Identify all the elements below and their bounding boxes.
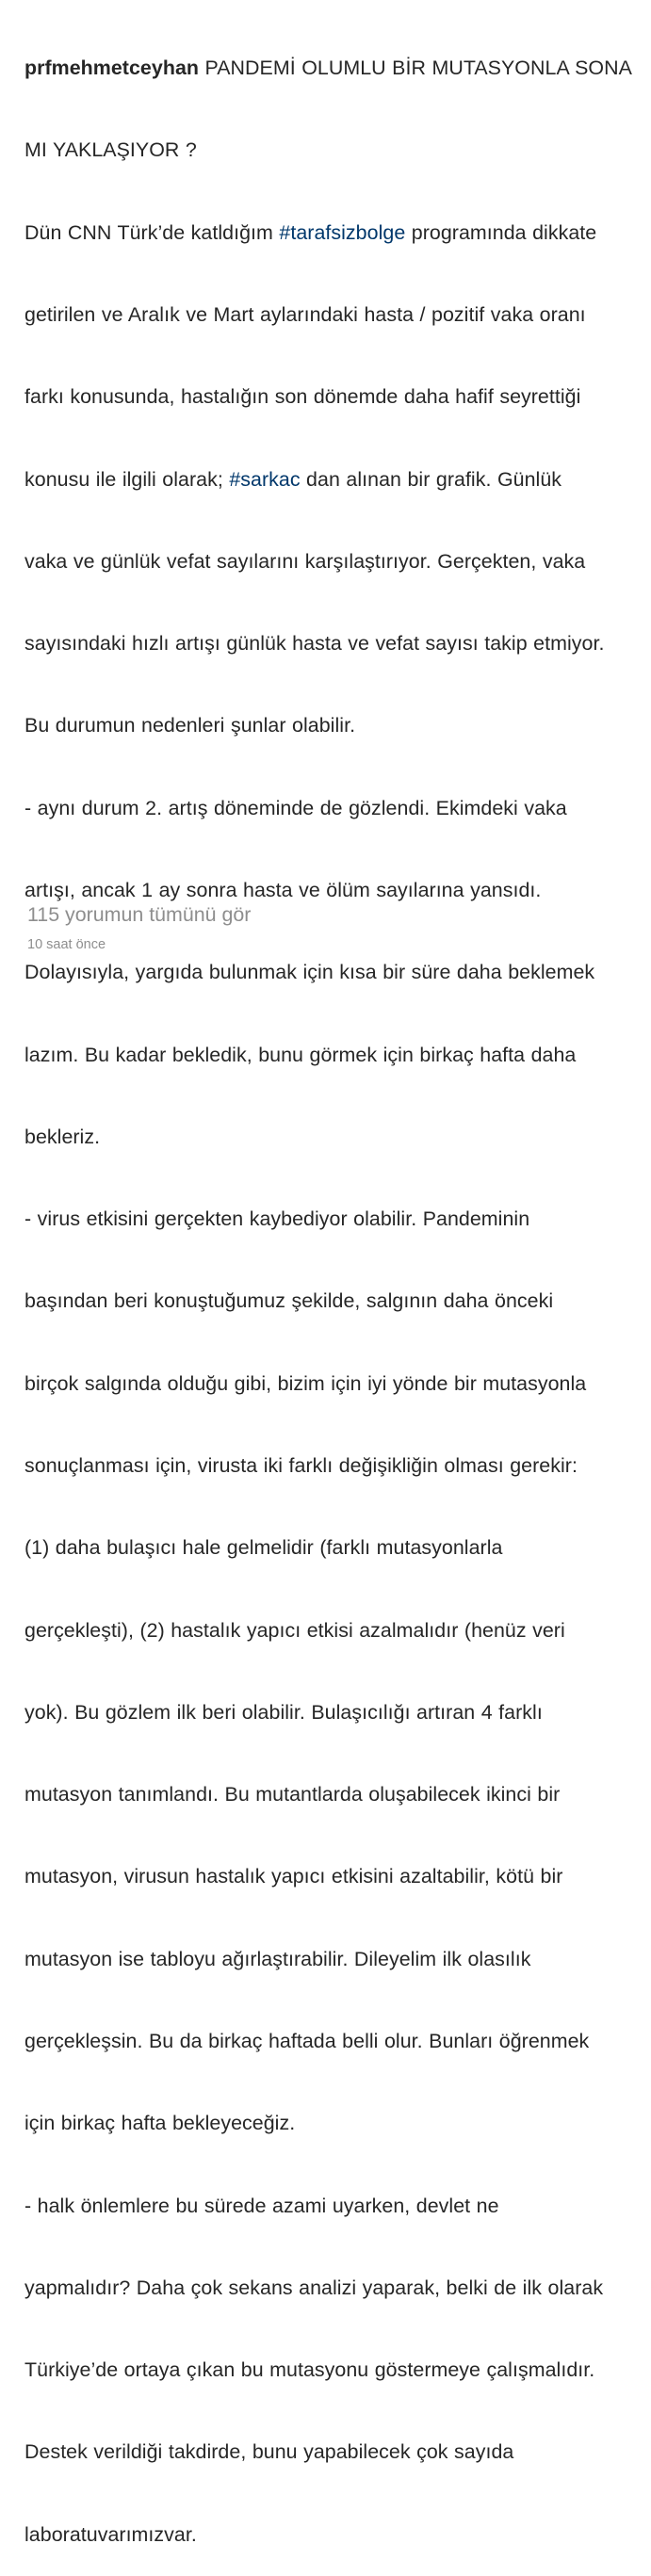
caption-line: için birkaç hafta bekleyeceğiz.	[24, 2112, 296, 2135]
post-caption	[24, 0, 646, 2576]
hashtag-link[interactable]: #tarafsizbolge	[279, 220, 406, 244]
caption-text: programında dikkate	[405, 220, 597, 244]
caption-line: - aynı durum 2. artış döneminde de gözlendi. Ekimdeki vaka	[24, 796, 567, 819]
caption-line: - virus etkisini gerçekten kaybediyor olabilir. Pandeminin	[24, 1207, 530, 1231]
caption-line: Türkiye’de ortaya çıkan bu mutasyonu göstermeye çalışmalıdır.	[24, 2358, 595, 2382]
caption-line: Dolayısıyla, yargıda bulunmak için kısa bir süre daha beklemek	[24, 961, 595, 984]
caption-line: (1) daha bulaşıcı hale gelmelidir (farklı mutasyonlarla	[24, 1536, 503, 1560]
caption-line: farkı konusunda, hastalığın son dönemde daha hafif seyrettiği	[24, 385, 581, 409]
caption-text: Dün CNN Türk’de katldığım	[24, 220, 280, 244]
caption-line	[24, 219, 646, 247]
caption-line: laboratuvarımızvar.	[24, 2522, 197, 2546]
caption-line: mutasyon tanımlandı. Bu mutantlarda oluşabilecek ikinci bir	[24, 1783, 561, 1806]
caption-line: vaka ve günlük vefat sayılarını karşılaştırıyor. Gerçekten, vaka	[24, 549, 586, 573]
post-timestamp: 10 saat önce	[27, 937, 106, 952]
caption-line: - halk önlemlere bu sürede azami uyarken, devlet ne	[24, 2194, 499, 2217]
caption-line: gerçekleşti), (2) hastalık yapıcı etkisi azalmalıdır (henüz veri	[24, 1618, 565, 1642]
caption-line: başından beri konuştuğumuz şekilde, salgının daha önceki	[24, 1289, 554, 1313]
caption-line: mutasyon ise tabloyu ağırlaştırabilir. Dileyelim ilk olasılık	[24, 1947, 531, 1970]
caption-line: getirilen ve Aralık ve Mart aylarındaki hasta / pozitif vaka oranı	[24, 303, 586, 327]
caption-line: Bu durumun nedenleri şunlar olabilir.	[24, 714, 356, 737]
caption-line: mutasyon, virusun hastalık yapıcı etkisini azaltabilir, kötü bir	[24, 1865, 563, 1888]
caption-line: birçok salgında olduğu gibi, bizim için iyi yönde bir mutasyonla	[24, 1371, 587, 1395]
caption-line: Destek verildiği takdirde, bunu yapabilecek çok sayıda	[24, 2440, 514, 2464]
caption-line: gerçekleşsin. Bu da birkaç haftada belli olur. Bunları öğrenmek	[24, 2029, 590, 2052]
caption-title-line: MI YAKLAŞIYOR ?	[24, 138, 197, 162]
caption-line: bekleriz.	[24, 1125, 101, 1148]
username-link[interactable]: prfmehmetceyhan	[24, 57, 200, 80]
caption-line: artışı, ancak 1 ay sonra hasta ve ölüm sayılarına yansıdı.	[24, 879, 542, 901]
caption-title-text: PANDEMİ OLUMLU BİR MUTASYONLA SONA	[199, 57, 632, 80]
hashtag-link[interactable]: #sarkac	[229, 467, 301, 491]
caption-line: sonuçlanması için, virusta iki farklı değişikliğin olması gerekir:	[24, 1453, 578, 1477]
caption-line: sayısındaki hızlı artışı günlük hasta ve vefat sayısı takip etmiyor.	[24, 632, 605, 656]
caption-title-line	[24, 55, 646, 82]
caption-line: yapmalıdır? Daha çok sekans analizi yaparak, belki de ilk olarak	[24, 2276, 604, 2299]
caption-line: lazım. Bu kadar bekledik, bunu görmek için birkaç hafta daha	[24, 1043, 577, 1066]
caption-line: yok). Bu gözlem ilk beri olabilir. Bulaşıcılığı artıran 4 farklı	[24, 1700, 543, 1724]
caption-text: dan alınan bir grafik. Günlük	[300, 467, 562, 491]
view-all-comments-link[interactable]: 115 yorumun tümünü gör	[27, 903, 252, 926]
caption-line	[24, 466, 646, 494]
caption-text: konusu ile ilgili olarak;	[24, 467, 230, 491]
